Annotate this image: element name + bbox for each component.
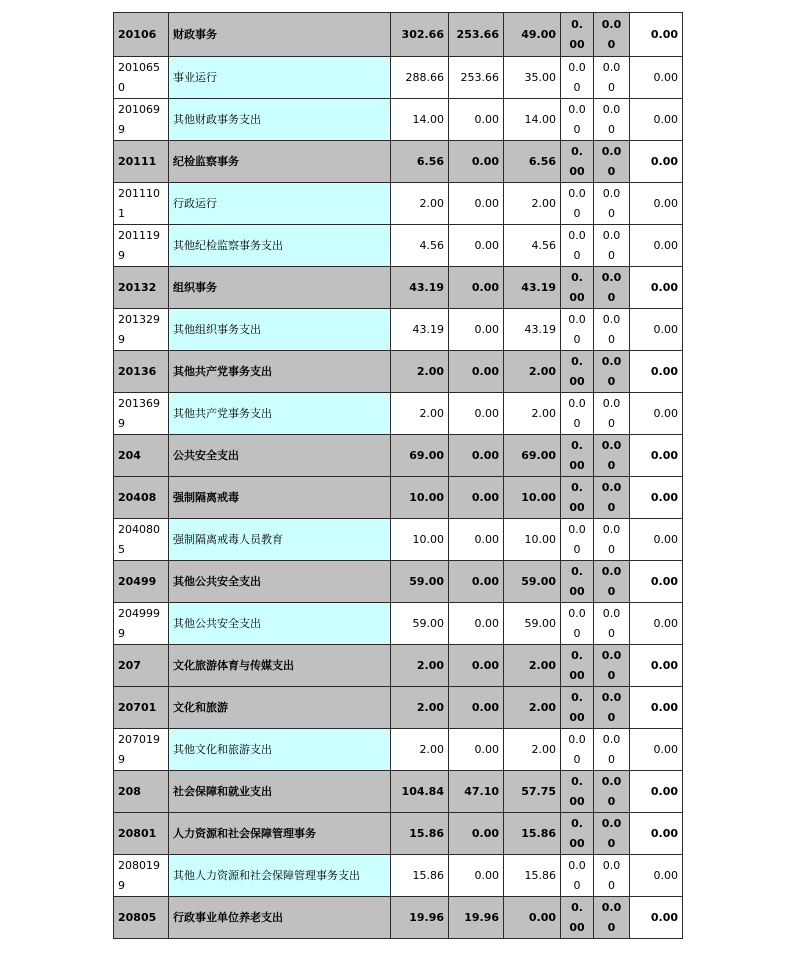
row-total: 2.00 bbox=[391, 393, 449, 435]
row-col6: 0.00 bbox=[630, 519, 683, 561]
row-code: 20408 bbox=[114, 477, 169, 519]
row-basic: 0.00 bbox=[449, 813, 504, 855]
row-name: 强制隔离戒毒人员教育 bbox=[169, 519, 391, 561]
row-col5: 0.00 bbox=[594, 57, 630, 99]
row-col6: 0.00 bbox=[630, 603, 683, 645]
row-col5: 0.00 bbox=[594, 267, 630, 309]
row-col6: 0.00 bbox=[630, 13, 683, 57]
row-col6: 0.00 bbox=[630, 729, 683, 771]
row-code: 20801 bbox=[114, 813, 169, 855]
row-col4: 0.00 bbox=[561, 771, 594, 813]
row-name: 文化和旅游 bbox=[169, 687, 391, 729]
table-row bbox=[114, 813, 683, 855]
table-row bbox=[114, 435, 683, 477]
row-basic: 47.10 bbox=[449, 771, 504, 813]
row-col4: 0.00 bbox=[561, 519, 594, 561]
row-project: 2.00 bbox=[504, 729, 561, 771]
row-col4: 0.00 bbox=[561, 141, 594, 183]
table-row bbox=[114, 561, 683, 603]
row-basic: 0.00 bbox=[449, 855, 504, 897]
row-col4: 0.00 bbox=[561, 13, 594, 57]
row-total: 10.00 bbox=[391, 519, 449, 561]
row-project: 43.19 bbox=[504, 267, 561, 309]
row-col5: 0.00 bbox=[594, 141, 630, 183]
row-basic: 0.00 bbox=[449, 561, 504, 603]
row-code: 204 bbox=[114, 435, 169, 477]
row-project: 2.00 bbox=[504, 351, 561, 393]
row-basic: 19.96 bbox=[449, 897, 504, 939]
row-col4: 0.00 bbox=[561, 687, 594, 729]
table-row bbox=[114, 855, 683, 897]
row-col4: 0.00 bbox=[561, 645, 594, 687]
row-col4: 0.00 bbox=[561, 435, 594, 477]
row-code: 20111 bbox=[114, 141, 169, 183]
row-code: 2040805 bbox=[114, 519, 169, 561]
row-code: 20106 bbox=[114, 13, 169, 57]
row-basic: 0.00 bbox=[449, 183, 504, 225]
row-col6: 0.00 bbox=[630, 351, 683, 393]
row-name: 其他共产党事务支出 bbox=[169, 351, 391, 393]
row-project: 14.00 bbox=[504, 99, 561, 141]
row-col4: 0.00 bbox=[561, 477, 594, 519]
row-project: 57.75 bbox=[504, 771, 561, 813]
row-col6: 0.00 bbox=[630, 687, 683, 729]
table-row bbox=[114, 267, 683, 309]
row-total: 104.84 bbox=[391, 771, 449, 813]
row-project: 35.00 bbox=[504, 57, 561, 99]
row-name: 文化旅游体育与传媒支出 bbox=[169, 645, 391, 687]
row-total: 59.00 bbox=[391, 603, 449, 645]
table-row bbox=[114, 897, 683, 939]
row-project: 69.00 bbox=[504, 435, 561, 477]
row-col4: 0.00 bbox=[561, 309, 594, 351]
row-col6: 0.00 bbox=[630, 645, 683, 687]
table-row bbox=[114, 13, 683, 57]
row-col6: 0.00 bbox=[630, 477, 683, 519]
table-row bbox=[114, 183, 683, 225]
row-basic: 0.00 bbox=[449, 393, 504, 435]
table-row bbox=[114, 603, 683, 645]
row-code: 20805 bbox=[114, 897, 169, 939]
row-total: 302.66 bbox=[391, 13, 449, 57]
row-basic: 0.00 bbox=[449, 477, 504, 519]
row-col4: 0.00 bbox=[561, 561, 594, 603]
row-code: 20499 bbox=[114, 561, 169, 603]
row-total: 15.86 bbox=[391, 855, 449, 897]
table-row bbox=[114, 477, 683, 519]
table-row bbox=[114, 351, 683, 393]
row-col4: 0.00 bbox=[561, 855, 594, 897]
row-col4: 0.00 bbox=[561, 603, 594, 645]
row-col4: 0.00 bbox=[561, 57, 594, 99]
row-total: 288.66 bbox=[391, 57, 449, 99]
row-name: 其他财政事务支出 bbox=[169, 99, 391, 141]
row-name: 行政事业单位养老支出 bbox=[169, 897, 391, 939]
row-col5: 0.00 bbox=[594, 183, 630, 225]
row-col5: 0.00 bbox=[594, 645, 630, 687]
row-col5: 0.00 bbox=[594, 687, 630, 729]
row-col4: 0.00 bbox=[561, 897, 594, 939]
row-col5: 0.00 bbox=[594, 99, 630, 141]
row-col5: 0.00 bbox=[594, 477, 630, 519]
row-total: 14.00 bbox=[391, 99, 449, 141]
row-project: 2.00 bbox=[504, 183, 561, 225]
row-name: 社会保障和就业支出 bbox=[169, 771, 391, 813]
row-project: 4.56 bbox=[504, 225, 561, 267]
row-code: 2010699 bbox=[114, 99, 169, 141]
row-col5: 0.00 bbox=[594, 351, 630, 393]
table-row bbox=[114, 645, 683, 687]
row-project: 15.86 bbox=[504, 855, 561, 897]
table-row bbox=[114, 687, 683, 729]
row-name: 其他公共安全支出 bbox=[169, 561, 391, 603]
row-code: 20132 bbox=[114, 267, 169, 309]
row-total: 2.00 bbox=[391, 729, 449, 771]
row-basic: 253.66 bbox=[449, 13, 504, 57]
row-col6: 0.00 bbox=[630, 225, 683, 267]
row-total: 43.19 bbox=[391, 267, 449, 309]
row-col4: 0.00 bbox=[561, 813, 594, 855]
row-col6: 0.00 bbox=[630, 897, 683, 939]
row-project: 59.00 bbox=[504, 603, 561, 645]
row-project: 2.00 bbox=[504, 687, 561, 729]
row-code: 20701 bbox=[114, 687, 169, 729]
row-name: 财政事务 bbox=[169, 13, 391, 57]
row-code: 208 bbox=[114, 771, 169, 813]
row-project: 10.00 bbox=[504, 519, 561, 561]
row-name: 事业运行 bbox=[169, 57, 391, 99]
row-name: 其他文化和旅游支出 bbox=[169, 729, 391, 771]
row-name: 其他公共安全支出 bbox=[169, 603, 391, 645]
row-col4: 0.00 bbox=[561, 393, 594, 435]
row-total: 69.00 bbox=[391, 435, 449, 477]
row-name: 行政运行 bbox=[169, 183, 391, 225]
row-col5: 0.00 bbox=[594, 13, 630, 57]
row-col4: 0.00 bbox=[561, 729, 594, 771]
row-total: 10.00 bbox=[391, 477, 449, 519]
row-code: 2013699 bbox=[114, 393, 169, 435]
table-row bbox=[114, 309, 683, 351]
row-col4: 0.00 bbox=[561, 267, 594, 309]
row-col6: 0.00 bbox=[630, 267, 683, 309]
row-col6: 0.00 bbox=[630, 99, 683, 141]
row-basic: 0.00 bbox=[449, 141, 504, 183]
row-col4: 0.00 bbox=[561, 225, 594, 267]
row-name: 纪检监察事务 bbox=[169, 141, 391, 183]
row-col5: 0.00 bbox=[594, 435, 630, 477]
row-col6: 0.00 bbox=[630, 141, 683, 183]
table-row bbox=[114, 771, 683, 813]
row-project: 2.00 bbox=[504, 645, 561, 687]
row-project: 6.56 bbox=[504, 141, 561, 183]
table-row bbox=[114, 99, 683, 141]
row-col6: 0.00 bbox=[630, 309, 683, 351]
row-code: 20136 bbox=[114, 351, 169, 393]
row-total: 4.56 bbox=[391, 225, 449, 267]
row-col5: 0.00 bbox=[594, 393, 630, 435]
row-col6: 0.00 bbox=[630, 771, 683, 813]
row-col6: 0.00 bbox=[630, 813, 683, 855]
row-col5: 0.00 bbox=[594, 309, 630, 351]
row-basic: 0.00 bbox=[449, 687, 504, 729]
row-total: 2.00 bbox=[391, 687, 449, 729]
table-row bbox=[114, 141, 683, 183]
row-col5: 0.00 bbox=[594, 771, 630, 813]
row-basic: 0.00 bbox=[449, 351, 504, 393]
row-basic: 0.00 bbox=[449, 645, 504, 687]
row-total: 59.00 bbox=[391, 561, 449, 603]
row-name: 组织事务 bbox=[169, 267, 391, 309]
row-basic: 0.00 bbox=[449, 435, 504, 477]
row-code: 2013299 bbox=[114, 309, 169, 351]
row-code: 2011101 bbox=[114, 183, 169, 225]
row-total: 15.86 bbox=[391, 813, 449, 855]
row-col5: 0.00 bbox=[594, 855, 630, 897]
row-name: 强制隔离戒毒 bbox=[169, 477, 391, 519]
row-col4: 0.00 bbox=[561, 351, 594, 393]
row-project: 49.00 bbox=[504, 13, 561, 57]
row-col6: 0.00 bbox=[630, 183, 683, 225]
row-project: 43.19 bbox=[504, 309, 561, 351]
row-total: 2.00 bbox=[391, 645, 449, 687]
row-basic: 0.00 bbox=[449, 309, 504, 351]
row-name: 人力资源和社会保障管理事务 bbox=[169, 813, 391, 855]
row-total: 43.19 bbox=[391, 309, 449, 351]
row-col4: 0.00 bbox=[561, 183, 594, 225]
row-project: 0.00 bbox=[504, 897, 561, 939]
row-col6: 0.00 bbox=[630, 435, 683, 477]
row-basic: 0.00 bbox=[449, 267, 504, 309]
table-row bbox=[114, 225, 683, 267]
row-col5: 0.00 bbox=[594, 603, 630, 645]
row-code: 2011199 bbox=[114, 225, 169, 267]
row-col5: 0.00 bbox=[594, 813, 630, 855]
row-col6: 0.00 bbox=[630, 57, 683, 99]
row-col5: 0.00 bbox=[594, 561, 630, 603]
table-row bbox=[114, 57, 683, 99]
row-name: 公共安全支出 bbox=[169, 435, 391, 477]
row-col5: 0.00 bbox=[594, 519, 630, 561]
row-col4: 0.00 bbox=[561, 99, 594, 141]
row-total: 19.96 bbox=[391, 897, 449, 939]
row-code: 2080199 bbox=[114, 855, 169, 897]
table-row bbox=[114, 393, 683, 435]
row-code: 207 bbox=[114, 645, 169, 687]
row-name: 其他纪检监察事务支出 bbox=[169, 225, 391, 267]
row-total: 2.00 bbox=[391, 351, 449, 393]
row-basic: 0.00 bbox=[449, 603, 504, 645]
row-total: 6.56 bbox=[391, 141, 449, 183]
row-basic: 253.66 bbox=[449, 57, 504, 99]
row-total: 2.00 bbox=[391, 183, 449, 225]
table-row bbox=[114, 519, 683, 561]
row-project: 10.00 bbox=[504, 477, 561, 519]
row-name: 其他组织事务支出 bbox=[169, 309, 391, 351]
row-project: 59.00 bbox=[504, 561, 561, 603]
row-col5: 0.00 bbox=[594, 729, 630, 771]
row-basic: 0.00 bbox=[449, 729, 504, 771]
row-basic: 0.00 bbox=[449, 99, 504, 141]
row-name: 其他人力资源和社会保障管理事务支出 bbox=[169, 855, 391, 897]
row-name: 其他共产党事务支出 bbox=[169, 393, 391, 435]
row-code: 2049999 bbox=[114, 603, 169, 645]
row-basic: 0.00 bbox=[449, 519, 504, 561]
row-col6: 0.00 bbox=[630, 561, 683, 603]
row-project: 2.00 bbox=[504, 393, 561, 435]
row-col5: 0.00 bbox=[594, 897, 630, 939]
table-row bbox=[114, 729, 683, 771]
row-col6: 0.00 bbox=[630, 855, 683, 897]
budget-table bbox=[113, 12, 683, 939]
row-project: 15.86 bbox=[504, 813, 561, 855]
row-code: 2010650 bbox=[114, 57, 169, 99]
row-code: 2070199 bbox=[114, 729, 169, 771]
row-col6: 0.00 bbox=[630, 393, 683, 435]
row-col5: 0.00 bbox=[594, 225, 630, 267]
row-basic: 0.00 bbox=[449, 225, 504, 267]
